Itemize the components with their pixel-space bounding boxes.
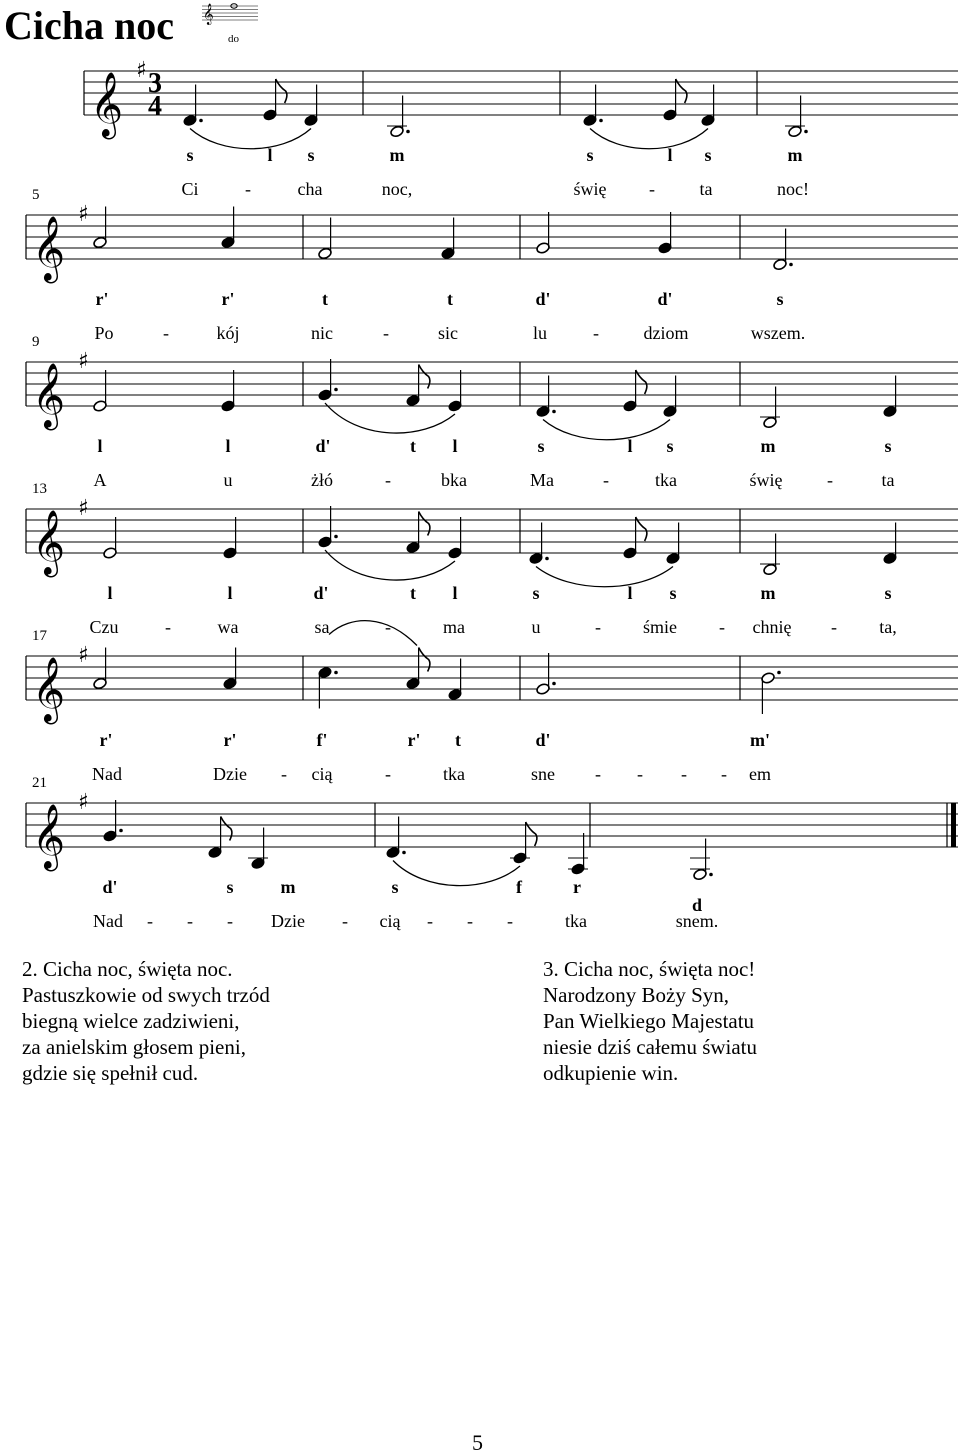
lyric-syllable: lu	[532, 323, 548, 343]
solfege-syllable: d'	[315, 436, 331, 456]
lyric-syllable: noc!	[777, 179, 809, 199]
slur	[543, 420, 670, 440]
note	[663, 376, 678, 418]
solfege-syllable: m	[760, 436, 776, 456]
note	[883, 523, 898, 565]
solfege-syllable: s	[586, 145, 594, 165]
staff-system	[84, 58, 958, 149]
lyric-syllable: -	[649, 179, 655, 199]
lyric-syllable: -	[281, 764, 287, 784]
lyric-syllable: wa	[217, 617, 239, 637]
solfege-syllable: l	[267, 145, 273, 165]
solfege-syllable: s	[884, 436, 892, 456]
verse-3	[543, 956, 757, 1086]
verse-line: gdzie się spełnił cud.	[22, 1061, 199, 1085]
treble-clef-icon: 𝄞	[32, 804, 66, 869]
slur	[590, 129, 708, 149]
solfege-syllable: s	[307, 145, 315, 165]
lyric-syllable: A	[93, 470, 107, 490]
lyric-syllable: -	[163, 323, 169, 343]
measure-number: 5	[32, 187, 40, 203]
measure-number: 13	[32, 481, 47, 497]
slur	[536, 567, 673, 587]
lyric-syllable: Po	[94, 323, 114, 343]
lyric-syllable: Nad	[93, 911, 123, 931]
lyric-syllable: u	[223, 470, 233, 490]
lyric-syllable: kój	[216, 323, 240, 343]
slur	[325, 550, 455, 580]
lyric-syllable: noc,	[381, 179, 413, 199]
solfege-syllable: l	[225, 436, 231, 456]
note	[658, 212, 673, 254]
verse-line: Pan Wielkiego Majestatu	[543, 1009, 755, 1033]
staff-system	[26, 790, 958, 886]
solfege-syllable: s	[669, 583, 677, 603]
solfege-syllable: d	[691, 895, 703, 915]
note	[773, 229, 793, 271]
note	[536, 212, 551, 254]
note	[223, 517, 238, 559]
lyric-syllable: -	[385, 617, 391, 637]
treble-clef-icon: 𝄞	[90, 72, 124, 137]
note	[529, 523, 549, 565]
staff-system	[26, 349, 958, 440]
lyric-syllable: sne	[531, 764, 555, 784]
solfege-syllable: t	[455, 730, 461, 750]
staff-system	[26, 202, 958, 283]
solfege-syllable: d'	[535, 289, 551, 309]
lyric-syllable: ta,	[879, 617, 897, 637]
note	[387, 96, 410, 138]
lyric-syllable: śmie	[643, 617, 677, 637]
lyric-syllable: -	[637, 764, 643, 784]
treble-clef-icon: 𝄞	[32, 510, 66, 575]
solfege-syllable: f	[516, 877, 522, 897]
lyric-syllable: -	[721, 764, 727, 784]
lyric-syllable: tka	[655, 470, 677, 490]
mini-treble-clef-icon: 𝄞	[203, 4, 214, 25]
lyric-syllable: -	[593, 323, 599, 343]
slur	[393, 861, 520, 886]
lyric-syllable: tka	[443, 764, 465, 784]
lyric-syllable: tka	[565, 911, 587, 931]
lyric-syllable: -	[467, 911, 473, 931]
note	[760, 534, 780, 576]
solfege-syllable: l	[107, 583, 113, 603]
solfege-syllable: r'	[407, 730, 421, 750]
lyric-syllable: -	[603, 470, 609, 490]
solfege-syllable: s	[391, 877, 399, 897]
note	[318, 218, 333, 260]
treble-clef-icon: 𝄞	[32, 657, 66, 722]
solfege-syllable: s	[776, 289, 784, 309]
solfege-syllable: r	[573, 877, 581, 897]
solfege-syllable: s	[226, 877, 234, 897]
lyric-syllable: -	[385, 470, 391, 490]
solfege-syllable: l	[667, 145, 673, 165]
note	[406, 365, 430, 407]
solfege-syllable: t	[410, 583, 416, 603]
lyric-syllable: cią	[311, 764, 333, 784]
treble-clef-icon: 𝄞	[32, 363, 66, 428]
solfege-syllable: d'	[313, 583, 329, 603]
measure-number: 21	[32, 775, 47, 791]
solfege-syllable: s	[704, 145, 712, 165]
solfege-syllable: l	[227, 583, 233, 603]
lyric-syllable: sa	[314, 617, 330, 637]
sharp-icon: ♯	[78, 349, 89, 374]
lyric-syllable: -	[595, 617, 601, 637]
verse-line: Narodzony Boży Syn,	[543, 983, 730, 1007]
note	[690, 839, 713, 881]
note	[568, 833, 588, 875]
lyric-syllable: chnię	[752, 617, 792, 637]
page-number: 5	[472, 1430, 483, 1455]
lyric-syllable: nic	[311, 323, 333, 343]
note	[93, 370, 108, 412]
staff-system	[26, 496, 958, 587]
note	[666, 523, 681, 565]
verse-line: Pastuszkowie od swych trzód	[22, 983, 270, 1007]
lyric-syllable: Ci	[181, 179, 199, 199]
lyric-syllable: u	[531, 617, 541, 637]
solfege-syllable: r'	[99, 730, 113, 750]
note	[406, 512, 430, 554]
note	[318, 666, 338, 708]
lyric-syllable: snem.	[675, 911, 719, 931]
lyric-syllable: -	[595, 764, 601, 784]
solfege-syllable: m'	[750, 730, 770, 750]
note	[761, 671, 781, 714]
lyric-syllable: -	[165, 617, 171, 637]
solfege-syllable: s	[884, 583, 892, 603]
note	[760, 387, 780, 429]
lyric-syllable: -	[507, 911, 513, 931]
lyric-syllable: ta	[881, 470, 895, 490]
final-barline	[951, 803, 956, 847]
lyric-syllable: -	[342, 911, 348, 931]
lyric-syllable: ta	[699, 179, 713, 199]
note	[406, 648, 430, 690]
lyric-syllable: -	[827, 470, 833, 490]
verse-line: za anielskim głosem pieni,	[22, 1035, 246, 1059]
solfege-syllable: m	[787, 145, 803, 165]
lyric-syllable: wszem.	[750, 323, 806, 343]
lyric-syllable: -	[383, 323, 389, 343]
note	[448, 517, 463, 559]
solfege-syllable: l	[627, 583, 633, 603]
note	[221, 370, 236, 412]
verse-line: biegną wielce zadziwieni,	[22, 1009, 240, 1033]
note	[93, 648, 108, 690]
note	[304, 85, 319, 127]
note	[448, 659, 463, 701]
slur	[190, 129, 311, 149]
verse-2	[22, 956, 270, 1086]
note	[248, 828, 268, 870]
solfege-syllable: l	[452, 436, 458, 456]
sharp-icon: ♯	[78, 496, 89, 521]
note	[448, 370, 463, 412]
lyric-syllable: Ma	[530, 470, 554, 490]
lyric-syllable: cią	[379, 911, 401, 931]
verse-line: niesie dziś całemu światu	[543, 1035, 758, 1059]
solfege-syllable: m	[280, 877, 296, 897]
note	[536, 376, 556, 418]
solfege-syllable: d'	[102, 877, 118, 897]
solfege-syllable: f'	[316, 730, 328, 750]
sharp-icon: ♯	[136, 58, 147, 83]
note	[701, 85, 716, 127]
lyric-syllable: Czu	[89, 617, 119, 637]
solfege-syllable: r'	[95, 289, 109, 309]
sharp-icon: ♯	[78, 202, 89, 227]
sharp-icon: ♯	[78, 643, 89, 668]
slur	[325, 403, 455, 433]
solfege-syllable: r'	[221, 289, 235, 309]
sharp-icon: ♯	[78, 790, 89, 815]
note	[221, 207, 236, 249]
page-title: Cicha noc	[4, 3, 174, 48]
lyric-syllable: świę	[573, 179, 607, 199]
lyric-syllable: -	[719, 617, 725, 637]
measure-number: 17	[32, 628, 47, 644]
lyric-syllable: cha	[297, 179, 323, 199]
lyric-syllable: Dzie	[213, 764, 247, 784]
time-signature-bottom: 4	[148, 91, 162, 122]
note	[183, 85, 203, 127]
note	[583, 85, 603, 127]
lyric-syllable: sic	[438, 323, 458, 343]
solfege-syllable: s	[537, 436, 545, 456]
verse-line: 2. Cicha noc, święta noc.	[22, 957, 233, 981]
lyric-syllable: -	[187, 911, 193, 931]
lyric-syllable: ma	[443, 617, 465, 637]
solfege-syllable: s	[186, 145, 194, 165]
lyric-syllable: świę	[749, 470, 783, 490]
solfege-syllable: t	[447, 289, 453, 309]
lyric-syllable: żłó	[311, 470, 333, 490]
key-hint-label: do	[228, 33, 239, 45]
solfege-syllable: d'	[535, 730, 551, 750]
lyric-syllable: -	[147, 911, 153, 931]
solfege-syllable: m	[760, 583, 776, 603]
note	[785, 96, 808, 138]
solfege-syllable: t	[322, 289, 328, 309]
solfege-syllable: l	[97, 436, 103, 456]
lyric-syllable: -	[681, 764, 687, 784]
note	[386, 817, 406, 859]
note	[208, 817, 232, 859]
note	[510, 822, 537, 864]
note	[883, 376, 898, 418]
treble-clef-icon: 𝄞	[32, 216, 66, 281]
solfege-syllable: s	[532, 583, 540, 603]
solfege-syllable: l	[627, 436, 633, 456]
solfege-syllable: l	[452, 583, 458, 603]
lyric-syllable: -	[227, 911, 233, 931]
solfege-syllable: t	[410, 436, 416, 456]
verse-line: 3. Cicha noc, święta noc!	[543, 957, 756, 981]
lyric-syllable: dziom	[643, 323, 689, 343]
measure-number: 9	[32, 334, 40, 350]
lyric-syllable: Dzie	[271, 911, 305, 931]
note	[223, 648, 238, 690]
lyric-syllable: -	[831, 617, 837, 637]
lyric-syllable: -	[385, 764, 391, 784]
note	[441, 218, 456, 260]
lyric-syllable: Nad	[92, 764, 122, 784]
solfege-syllable: s	[666, 436, 674, 456]
solfege-syllable: r'	[223, 730, 237, 750]
lyric-syllable: -	[245, 179, 251, 199]
solfege-syllable: m	[389, 145, 405, 165]
lyric-syllable: -	[427, 911, 433, 931]
note	[93, 207, 108, 249]
note	[103, 517, 118, 559]
slur	[329, 621, 417, 646]
lyric-syllable: em	[749, 764, 771, 784]
solfege-syllable: d'	[657, 289, 673, 309]
verse-line: odkupienie win.	[543, 1061, 679, 1085]
time-signature-top: 3	[148, 68, 162, 99]
lyric-syllable: bka	[441, 470, 467, 490]
